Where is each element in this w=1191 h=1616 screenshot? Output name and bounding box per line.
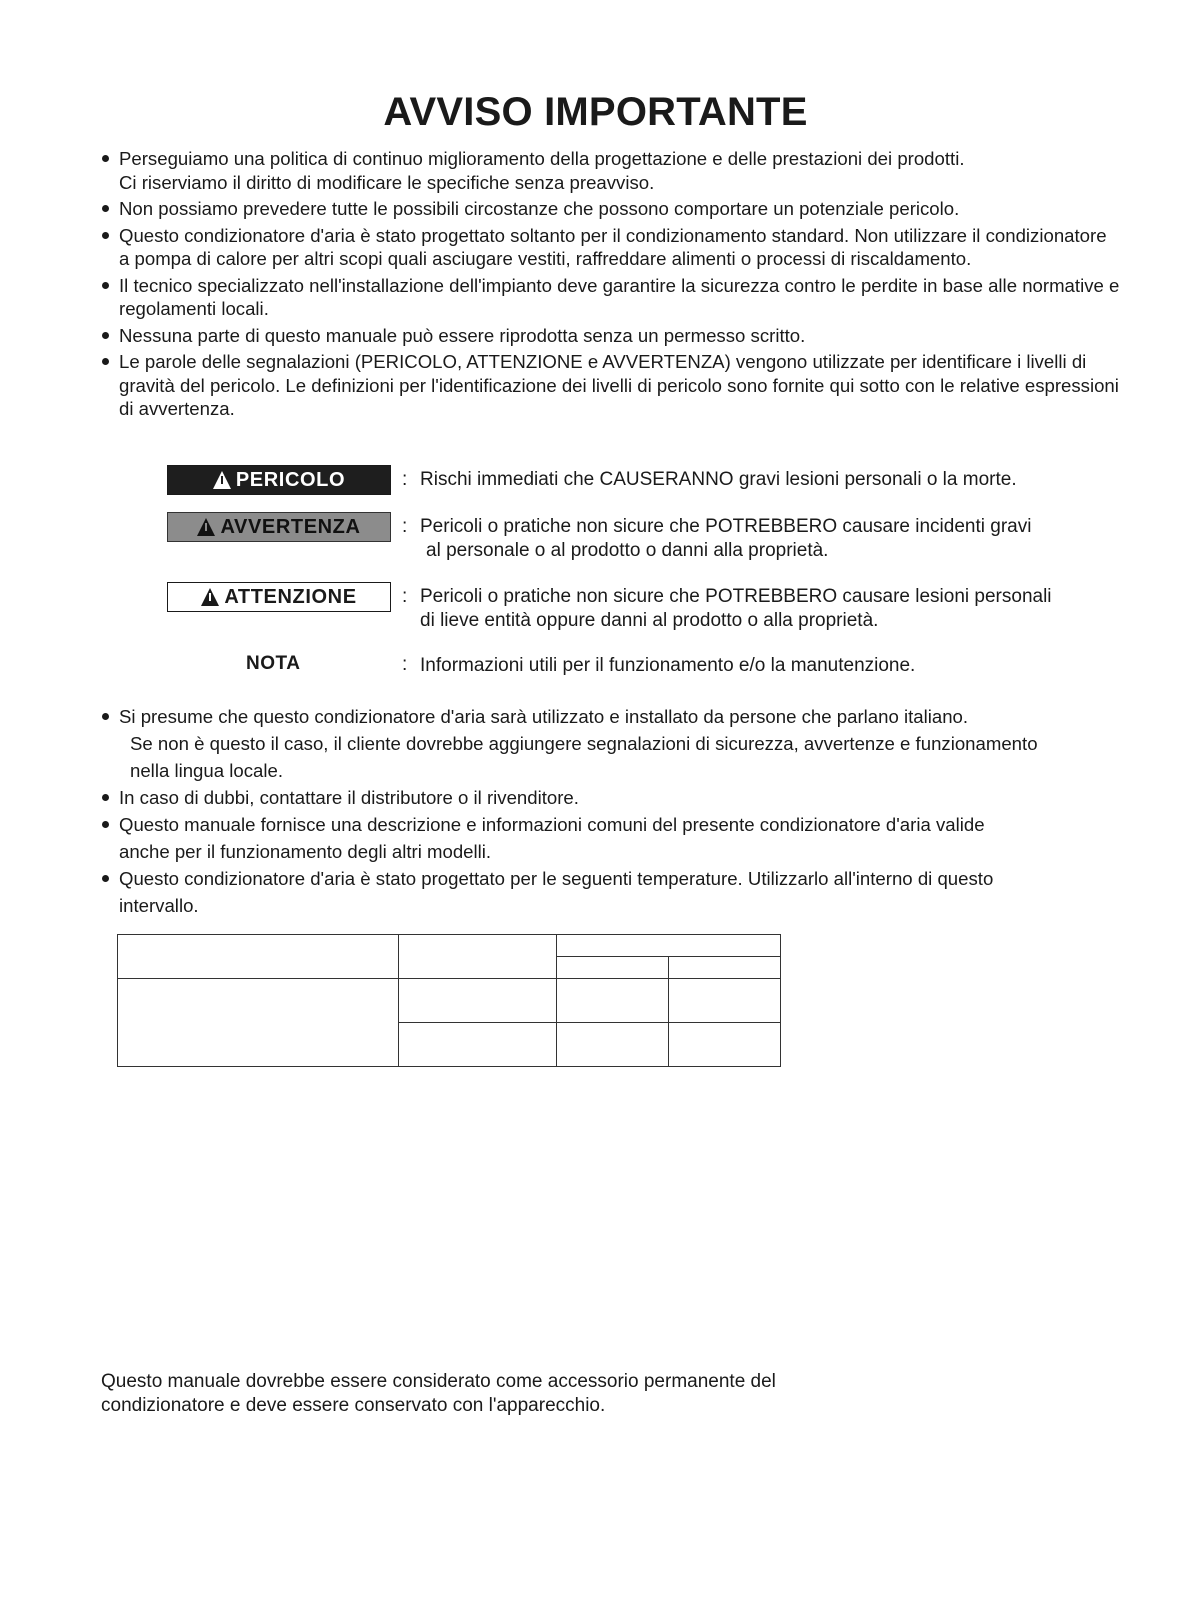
list-item-text: In caso di dubbi, contattare il distributore o il rivenditore. (119, 787, 579, 808)
list-item (100, 703, 1120, 784)
list-item (100, 224, 1120, 271)
list-item-text: Perseguiamo una politica di continuo miglioramento della progettazione e delle prestazioni dei prodotti. (119, 148, 965, 169)
table-cell (669, 1023, 781, 1067)
bullet-icon (102, 332, 109, 339)
bullet-icon (102, 232, 109, 239)
table-cell (399, 979, 557, 1023)
danger-label: PERICOLO (235, 468, 346, 491)
table-cell (669, 979, 781, 1023)
list-item (100, 197, 1120, 221)
list-item-text: Le parole delle segnalazioni (PERICOLO, ATTENZIONE e AVVERTENZA) vengono utilizzate per identificare i livelli di gravità del pericolo. Le definizioni per l'identificazione dei livelli di pericolo sono fornite qui sotto con le relative espressioni di avvertenza. (119, 351, 1119, 419)
important-notice-list (100, 147, 1120, 424)
table-cell (557, 935, 781, 957)
list-item-text: Non possiamo prevedere tutte le possibili circostanze che possono comportare un potenziale pericolo. (119, 198, 960, 219)
caution-badge (167, 582, 391, 612)
table-cell (399, 935, 557, 979)
bullet-icon (102, 358, 109, 365)
warning-label: AVVERTENZA (220, 515, 361, 538)
bullet-icon (102, 205, 109, 212)
list-item (100, 274, 1120, 321)
table-cell (669, 957, 781, 979)
bullet-icon (102, 794, 109, 801)
list-item (100, 147, 1120, 194)
bullet-icon (102, 282, 109, 289)
usage-notice-list (100, 703, 1120, 919)
danger-badge (167, 465, 391, 495)
table-cell (557, 979, 669, 1023)
list-item-text: anche per il funzionamento degli altri modelli. (119, 841, 492, 862)
caution-desc-line: di lieve entità oppure danni al prodotto o alla proprietà. (420, 610, 879, 631)
footer-note (101, 1370, 1001, 1418)
note-label: NOTA (246, 653, 301, 674)
warning-triangle-icon (201, 588, 219, 606)
footer-line: Questo manuale dovrebbe essere considerato come accessorio permanente del (101, 1371, 776, 1392)
danger-description: Rischi immediati che CAUSERANNO gravi lesioni personali o la morte. (420, 469, 1017, 490)
table-cell (118, 935, 399, 979)
warning-badge (167, 512, 391, 542)
list-item-text: Questo condizionatore d'aria è stato progettato soltanto per il condizionamento standard. Non utilizzare il condizionatore a pompa di calore per altri scopi quali asciugare vestiti, raffreddare alimenti o processi di riscaldamento. (119, 224, 1107, 269)
table-cell (399, 1023, 557, 1067)
caution-desc-line: Pericoli o pratiche non sicure che POTREBBERO causare lesioni personali (420, 586, 1052, 607)
caution-colon: : (402, 586, 408, 607)
warning-desc-line: al personale o al prodotto o danni alla proprietà. (426, 540, 829, 561)
warning-description (420, 515, 1120, 563)
temperature-range-table (117, 934, 781, 1067)
list-item (100, 324, 1120, 348)
list-item-text: Questo manuale fornisce una descrizione e informazioni comuni del presente condizionatore d'aria valide (119, 814, 985, 835)
footer-line: condizionatore e deve essere conservato con l'apparecchio. (101, 1395, 606, 1416)
list-item-text: Se non è questo il caso, il cliente dovrebbe aggiungere segnalazioni di sicurezza, avvertenze e funzionamento (130, 733, 1038, 754)
list-item-text: Questo condizionatore d'aria è stato progettato per le seguenti temperature. Utilizzarlo all'interno di questo (119, 868, 994, 889)
list-item-text: nella lingua locale. (130, 760, 283, 781)
note-colon: : (402, 654, 408, 675)
list-item-text: intervallo. (119, 895, 199, 916)
warning-triangle-icon (197, 518, 215, 536)
warning-desc-line: Pericoli o pratiche non sicure che POTREBBERO causare incidenti gravi (420, 516, 1032, 537)
list-item (100, 865, 1120, 919)
list-item (100, 784, 1120, 811)
danger-colon: : (402, 469, 408, 490)
warning-colon: : (402, 516, 408, 537)
warning-triangle-icon (213, 471, 231, 489)
bullet-icon (102, 713, 109, 720)
table-cell (118, 979, 399, 1067)
list-item-text: Il tecnico specializzato nell'installazione dell'impianto deve garantire la sicurezza contro le perdite in base alle normative e regolamenti locali. (119, 274, 1120, 319)
list-item-text: Nessuna parte di questo manuale può essere riprodotta senza un permesso scritto. (119, 324, 806, 346)
caution-label: ATTENZIONE (224, 585, 357, 608)
list-item (100, 811, 1120, 865)
note-description: Informazioni utili per il funzionamento e/o la manutenzione. (420, 655, 916, 676)
table-cell (557, 1023, 669, 1067)
bullet-icon (102, 875, 109, 882)
bullet-icon (102, 821, 109, 828)
bullet-icon (102, 155, 109, 162)
caution-description (420, 585, 1120, 633)
list-item-text: Ci riserviamo il diritto di modificare le specifiche senza preavviso. (119, 171, 655, 193)
list-item (100, 350, 1120, 421)
page-title: AVVISO IMPORTANTE (383, 90, 808, 134)
table-cell (557, 957, 669, 979)
list-item-text: Si presume che questo condizionatore d'aria sarà utilizzato e installato da persone che parlano italiano. (119, 706, 969, 727)
